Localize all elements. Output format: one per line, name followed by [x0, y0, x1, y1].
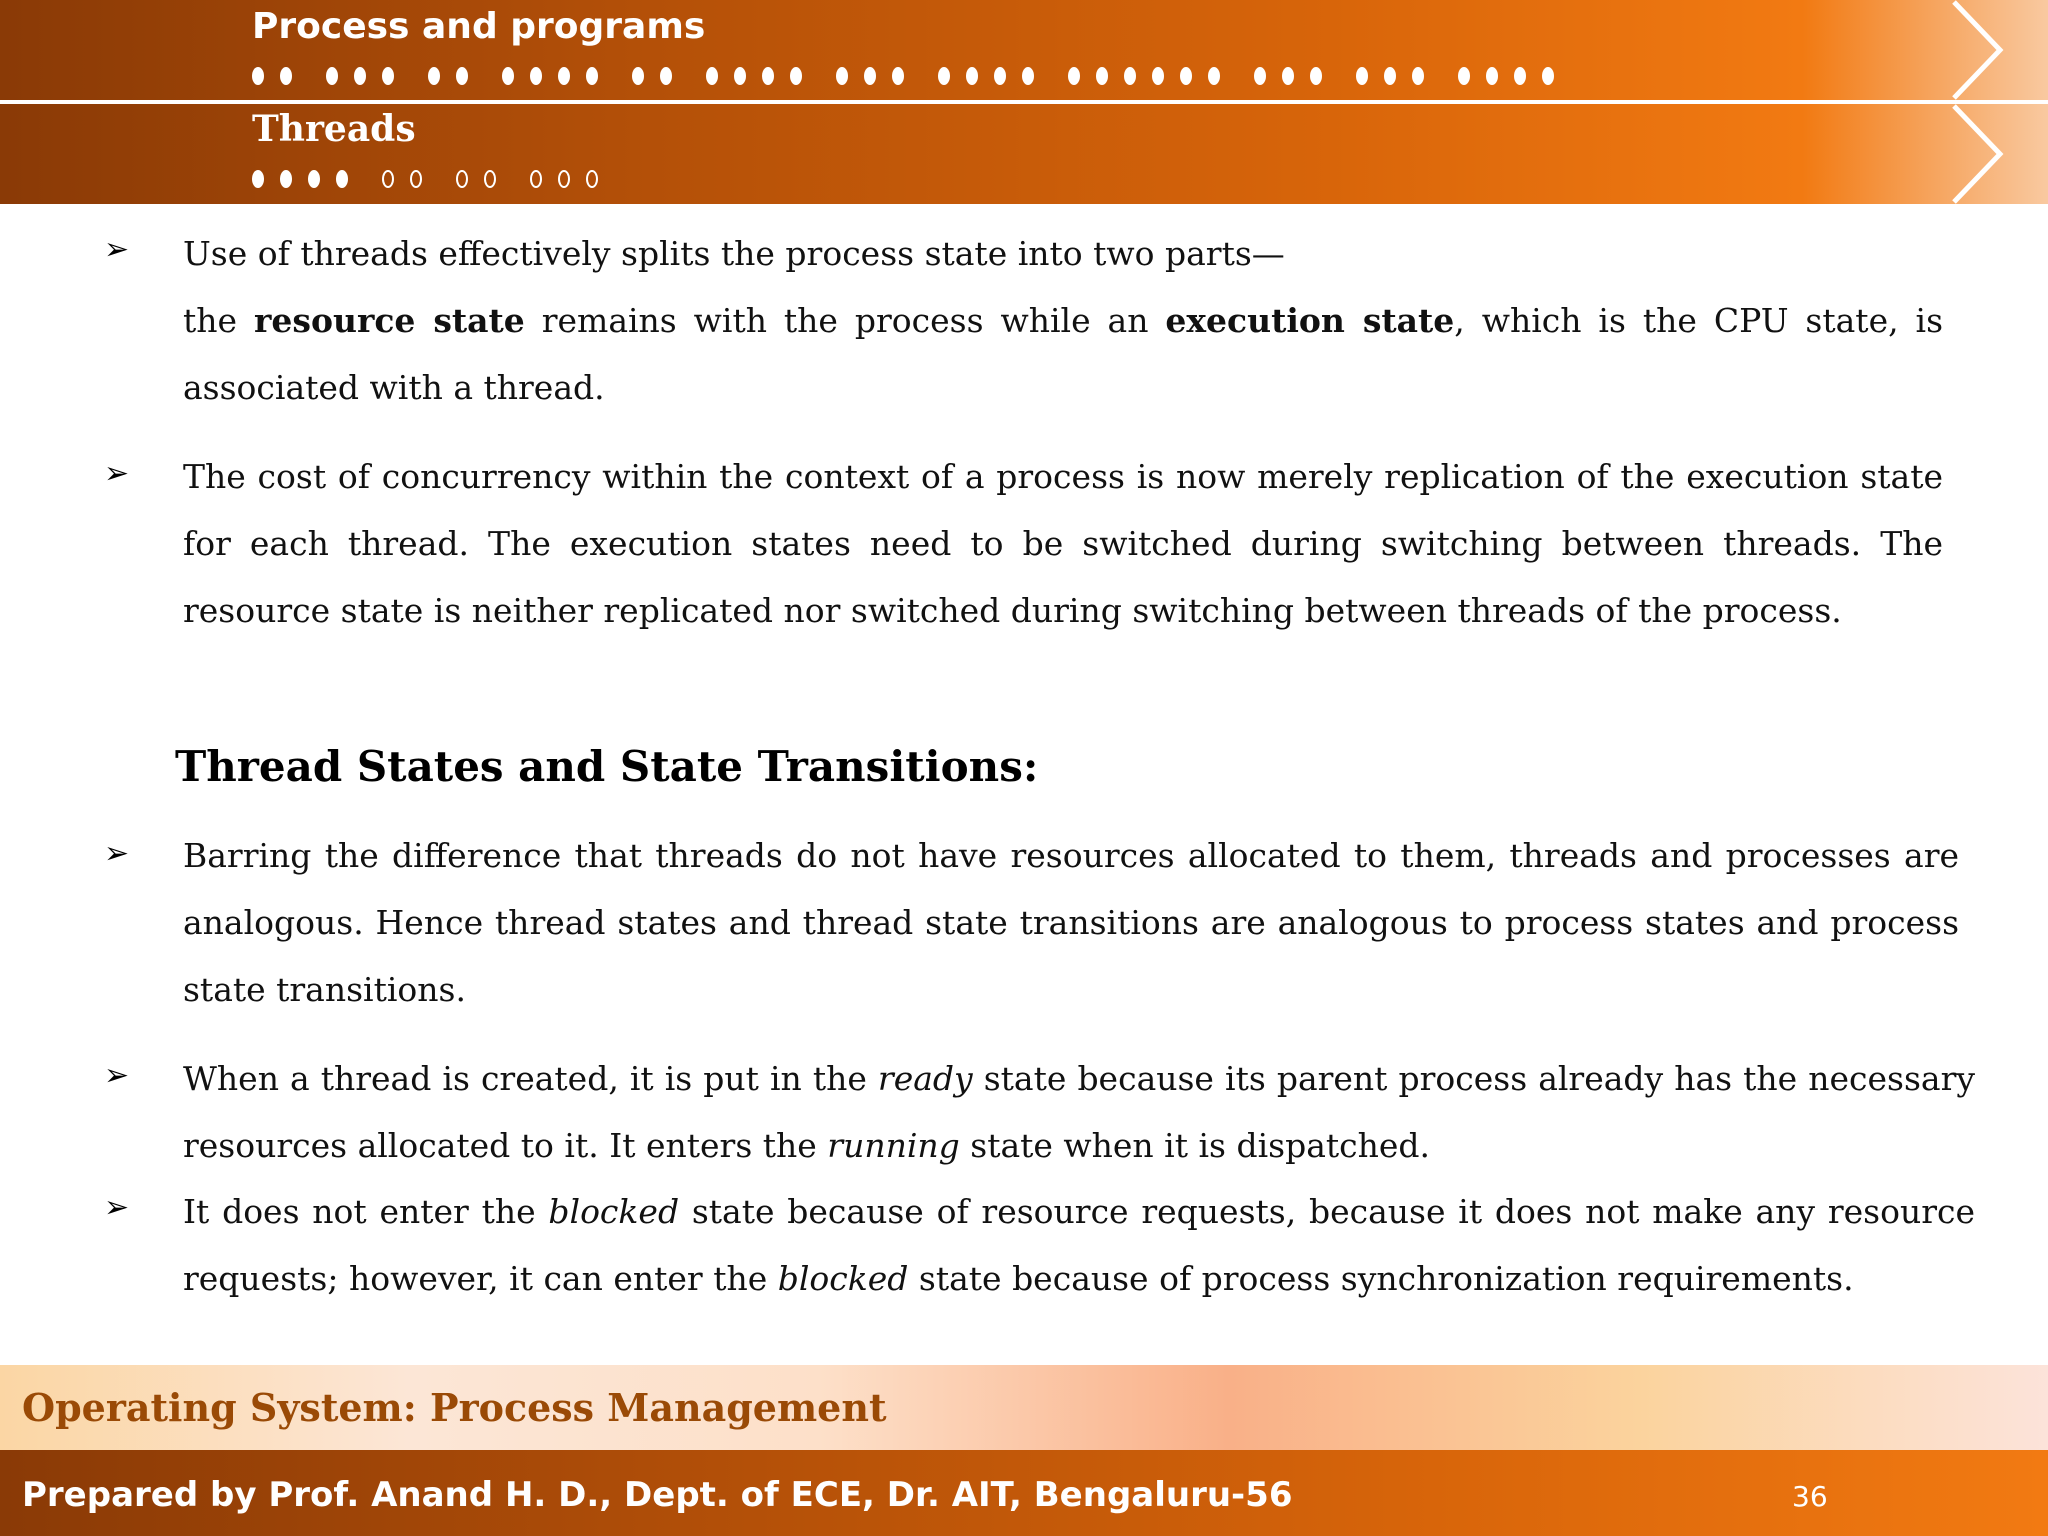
term-blocked: blocked [548, 1192, 680, 1231]
slide-nav-dot[interactable] [762, 67, 774, 85]
slide-nav-dot[interactable] [790, 67, 802, 85]
dot-group [382, 170, 438, 188]
dot-group [706, 67, 818, 85]
dot-group [1254, 67, 1338, 85]
term-running: running [827, 1126, 960, 1165]
slide-nav-dot[interactable] [966, 67, 978, 85]
slide-nav-dot[interactable] [1458, 67, 1470, 85]
slide-nav-dot[interactable] [1208, 67, 1220, 85]
slide-nav-dot[interactable] [864, 67, 876, 85]
slide-nav-dot[interactable] [1152, 67, 1164, 85]
slide-nav-dot[interactable] [252, 170, 264, 188]
slide-nav-dot[interactable] [1542, 67, 1554, 85]
text-run: remains with the process while an [524, 301, 1166, 340]
course-title: Operating System: Process Management [22, 1385, 887, 1430]
dot-group [502, 67, 614, 85]
dot-group [252, 170, 364, 188]
section-title[interactable]: Process and programs [252, 6, 706, 47]
bullet-text [183, 287, 1943, 421]
slide-nav-dot[interactable] [326, 67, 338, 85]
bullet-line: Use of threads effectively splits the process state into two parts— [183, 234, 1285, 273]
slide-nav-dot[interactable] [836, 67, 848, 85]
slide-nav-dot[interactable] [1356, 67, 1368, 85]
slide-nav-dot[interactable] [558, 67, 570, 85]
slide-nav-dot[interactable] [456, 67, 468, 85]
term-execution-state: execution state [1165, 301, 1455, 340]
bullet-text: The cost of concurrency within the context of a process is now merely replication of the execution state for each thread. The execution states need to be switched during switching between threads. The resource state is neither replicated nor switched during switching between threads of the process. [183, 457, 1943, 630]
bullet-text [183, 1178, 1975, 1312]
arrow-bullet-icon: ➢ [104, 836, 130, 871]
dot-group [530, 170, 614, 188]
slide-nav-dot[interactable] [586, 170, 598, 188]
slide-nav-dot[interactable] [706, 67, 718, 85]
dot-group [632, 67, 688, 85]
dot-group [938, 67, 1050, 85]
slide-nav-dot[interactable] [586, 67, 598, 85]
chevron-right-icon [1948, 104, 2008, 204]
slide-nav-dot[interactable] [660, 67, 672, 85]
text-run: state because of process synchronization requirements. [908, 1259, 1854, 1298]
slide-nav-dot[interactable] [1514, 67, 1526, 85]
bullet-text: Barring the difference that threads do not have resources allocated to them, threads and processes are analogous. Hence thread states and thread state transitions are analogous to process states and process state transitions. [183, 836, 1959, 1009]
dot-group [1068, 67, 1236, 85]
slide-nav-dot[interactable] [1180, 67, 1192, 85]
dot-group [836, 67, 920, 85]
slide-nav-dot[interactable] [994, 67, 1006, 85]
slide-nav-dot[interactable] [1124, 67, 1136, 85]
bullet-text [183, 220, 1943, 287]
chevron-right-icon [1948, 0, 2008, 100]
text-run: the [183, 301, 254, 340]
slide-nav-dot[interactable] [938, 67, 950, 85]
text-run: When a thread is created, it is put in the [183, 1059, 878, 1098]
slide-nav-dot[interactable] [1254, 67, 1266, 85]
slide-nav-dot[interactable] [252, 67, 264, 85]
page-number: 36 [1792, 1480, 1828, 1513]
slide-nav-dot[interactable] [1486, 67, 1498, 85]
slide-nav-dot[interactable] [1068, 67, 1080, 85]
text-run: , which is the CPU state, is associated with a thread. [183, 301, 1944, 407]
dot-group [252, 67, 308, 85]
slide-nav-dot[interactable] [530, 170, 542, 188]
text-run: state because its parent process already has the necessary resources allocated to it. It enters the [183, 1059, 1975, 1165]
arrow-bullet-icon: ➢ [104, 1190, 130, 1225]
subsection-progress-dots[interactable] [252, 170, 632, 188]
subsection-title[interactable]: Threads [252, 108, 416, 150]
slide-nav-dot[interactable] [410, 170, 422, 188]
slide-nav-dot[interactable] [308, 170, 320, 188]
author-credit: Prepared by Prof. Anand H. D., Dept. of ECE, Dr. AIT, Bengaluru-56 [22, 1475, 1293, 1515]
dot-group [1458, 67, 1570, 85]
slide-nav-dot[interactable] [892, 67, 904, 85]
slide-nav-dot[interactable] [456, 170, 468, 188]
slide-nav-dot[interactable] [1022, 67, 1034, 85]
slide-nav-dot[interactable] [354, 67, 366, 85]
dot-group [456, 170, 512, 188]
term-blocked: blocked [777, 1259, 909, 1298]
dot-group [326, 67, 410, 85]
arrow-bullet-icon: ➢ [104, 456, 130, 491]
text-run: state because of resource requests, because it does not make any resource requests; however, it can enter the [183, 1192, 1975, 1298]
dot-group [428, 67, 484, 85]
slide-nav-dot[interactable] [336, 170, 348, 188]
text-run: It does not enter the [183, 1192, 549, 1231]
slide-nav-dot[interactable] [1310, 67, 1322, 85]
dot-group [1356, 67, 1440, 85]
slide-nav-dot[interactable] [1096, 67, 1108, 85]
slide-nav-dot[interactable] [558, 170, 570, 188]
arrow-bullet-icon: ➢ [104, 232, 130, 267]
slide-nav-dot[interactable] [280, 67, 292, 85]
slide-nav-dot[interactable] [530, 67, 542, 85]
term-ready: ready [877, 1059, 973, 1098]
slide-nav-dot[interactable] [734, 67, 746, 85]
slide-nav-dot[interactable] [502, 67, 514, 85]
slide-nav-dot[interactable] [382, 67, 394, 85]
arrow-bullet-icon: ➢ [104, 1058, 130, 1093]
slide-nav-dot[interactable] [1412, 67, 1424, 85]
slide-nav-dot[interactable] [382, 170, 394, 188]
term-resource-state: resource state [253, 301, 525, 340]
text-run: state when it is dispatched. [959, 1126, 1431, 1165]
slide-nav-dot[interactable] [1384, 67, 1396, 85]
section-heading: Thread States and State Transitions: [175, 742, 1039, 791]
slide-nav-dot[interactable] [632, 67, 644, 85]
slide-nav-dot[interactable] [484, 170, 496, 188]
slide-nav-dot[interactable] [280, 170, 292, 188]
section-progress-dots[interactable] [252, 67, 1588, 85]
bullet-text [183, 1045, 1975, 1179]
slide-nav-dot[interactable] [1282, 67, 1294, 85]
slide-nav-dot[interactable] [428, 67, 440, 85]
